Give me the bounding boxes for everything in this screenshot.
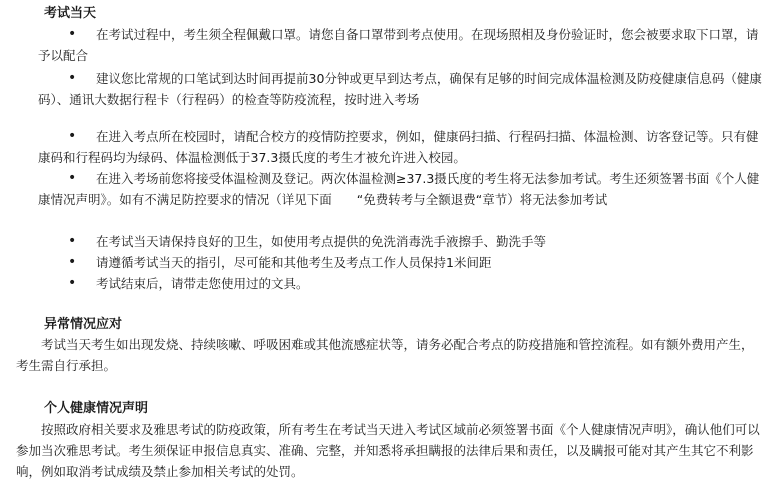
bullet-item-5 (38, 231, 770, 252)
bullet-text: 建议您比常规的口笔试到达时间再提前30分钟或更早到达考点，确保有足够的时间完成体温检测及防疫健康信息码（健康码）、通讯大数据行程卡（行程码）的检查等防疫流程，按时进入考场 (38, 71, 762, 107)
paragraph-abnormal: 考试当天考生如出现发烧、持续咳嗽、呼吸困难或其他流感症状等，请务必配合考点的防疫措施和管控流程。如有额外费用产生，考生需自行承担。 (16, 337, 754, 373)
bullet-dot: • (68, 128, 77, 144)
bullet-text: 考试结束后，请带走您使用过的文具。 (96, 276, 309, 291)
bullet-item-1 (38, 24, 770, 66)
bullet-text: 请遵循考试当天的指引，尽可能和其他考生及考点工作人员保持1米间距 (96, 255, 492, 270)
bullet-text: 在进入考场前您将接受体温检测及登记。两次体温检测≥37.3摄氏度的考生将无法参加考试。考生还须签署书面《个人健康情况声明》。如有不满足防控要求的情况（详见下面 “免费转考与全额退费“章节）将无法参加考试 (38, 171, 760, 207)
bullet-text: 在进入考点所在校园时，请配合校方的疫情防控要求，例如，健康码扫描、行程码扫描、体温检测、访客登记等。只有健康码和行程码均为绿码、体温检测低于37.3摄氏度的考生才被允许进入校园。 (38, 129, 759, 165)
bullet-dot: • (68, 70, 77, 86)
paragraph-health-declaration: 按照政府相关要求及雅思考试的防疫政策，所有考生在考试当天进入考试区域前必须签署书面《个人健康情况声明》，确认他们可以参加当次雅思考试。考生须保证申报信息真实、准确、完整，并知悉将承担瞒报的法律后果和责任，以及瞒报可能对其产生其它不利影响，例如取消考试成绩及禁止参加相关考试的处罚。 (16, 422, 760, 479)
bullet-dot: • (68, 254, 77, 270)
bullet-item-6 (38, 252, 770, 273)
bullet-item-3 (38, 126, 770, 168)
heading-exam-day: 考试当天 (44, 6, 97, 21)
bullet-dot: • (68, 170, 77, 186)
bullet-dot: • (68, 26, 77, 42)
bullet-dot: • (68, 233, 77, 249)
heading-abnormal: 异常情况应对 (44, 317, 123, 332)
bullet-dot: • (68, 275, 77, 291)
bullet-text: 在考试过程中，考生须全程佩戴口罩。请您自备口罩带到考点使用。在现场照相及身份验证时，您会被要求取下口罩，请予以配合 (38, 27, 759, 63)
bullet-item-7 (38, 273, 770, 294)
bullet-item-4 (38, 168, 770, 210)
heading-health-declaration: 个人健康情况声明 (44, 401, 149, 416)
bullet-item-2 (38, 68, 770, 110)
bullet-text: 在考试当天请保持良好的卫生，如使用考点提供的免洗消毒洗手液擦手、勤洗手等 (96, 234, 547, 249)
